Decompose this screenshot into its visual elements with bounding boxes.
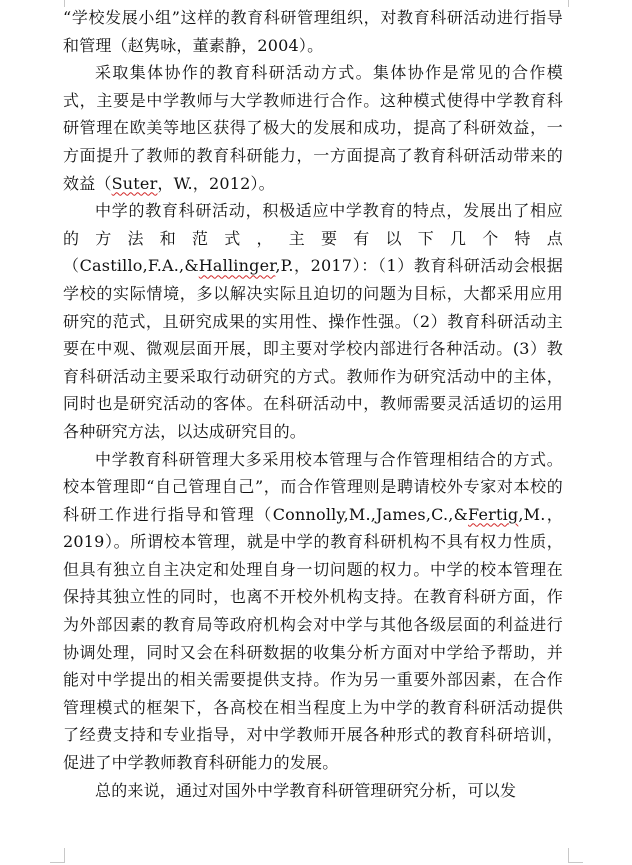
paragraph xyxy=(63,4,563,59)
top-right-margin-mark xyxy=(568,0,583,7)
paragraph xyxy=(63,777,563,805)
misspelled-word: Suter xyxy=(111,173,158,193)
paragraph xyxy=(63,446,563,777)
bottom-left-margin-mark xyxy=(50,848,65,863)
paragraph xyxy=(63,197,563,445)
paragraph xyxy=(63,59,563,197)
paragraph-text: 总的来说，通过对国外中学教育科研管理研究分析，可以发 xyxy=(95,780,517,800)
paragraph-text: 中学教育科研管理大多采用校本管理与合作管理相结合的方式。校本管理即“自己管理自己”，而合作管理则是聘请校外专家对本校的科研工作进行指导和管理（Connolly,M.,James,C.,& xyxy=(63,449,563,524)
paragraph-text: ，W.，2012）。 xyxy=(157,173,275,193)
paragraph-text: 中学的教育科研活动，积极适应中学教育的特点，发展出了相应的方法和范式，主要有以下几个特点（Castillo,F.A.,& xyxy=(63,201,563,276)
bottom-right-margin-mark xyxy=(568,848,583,863)
paragraph-text: ,M.，2019）。所谓校本管理，就是中学的教育科研机构不具有权力性质，但具有独立自主决定和处理自身一切问题的权力。中学的校本管理在保持其独立性的同时，也离不开校外机构支持。在教育科研方面，作为外部因素的教育局等政府机构会对中学与其他各级层面的利益进行协调处理，同时又会在科研数据的收集分析方面对中学给予帮助，并能对中学提出的相关需要提供支持。作为另一重要外部因素，在合作管理模式的框架下，各高校在相当程度上为中学的教育科研活动提供了经费支持和专业指导，对中学教师开展各种形式的教育科研培训，促进了中学教师教育科研能力的发展。 xyxy=(63,504,563,773)
paragraph-text: ,P.，2017）：（1）教育科研活动会根据学校的实际情境，多以解决实际且迫切的问题为目标，大都采用应用研究的范式，且研究成果的实用性、操作性强。（2）教育科研活动主要在中观、微观层面开展，即主要对学校内部进行各种活动。(3）教育科研活动主要采取行动研究的方式。教师作为研究活动中的主体，同时也是研究活动的客体。在科研活动中，教师需要灵活适切的运用各种研究方法，以达成研究目的。 xyxy=(63,256,563,441)
paragraph-text: “学校发展小组”这样的教育科研管理组织，对教育科研活动进行指导和管理（赵隽咏，董素静，2004）。 xyxy=(63,8,563,55)
misspelled-word: Fertig xyxy=(468,504,519,524)
paragraph-text: 采取集体协作的教育科研活动方式。集体协作是常见的合作模式，主要是中学教师与大学教师进行合作。这种模式使得中学教育科研管理在欧美等地区获得了极大的发展和成功，提高了科研效益，一方面提升了教师的教育科研能力，一方面提高了教育科研活动带来的效益（ xyxy=(63,63,563,193)
misspelled-word: Hallinger xyxy=(198,256,276,276)
document-body[interactable] xyxy=(63,4,563,804)
